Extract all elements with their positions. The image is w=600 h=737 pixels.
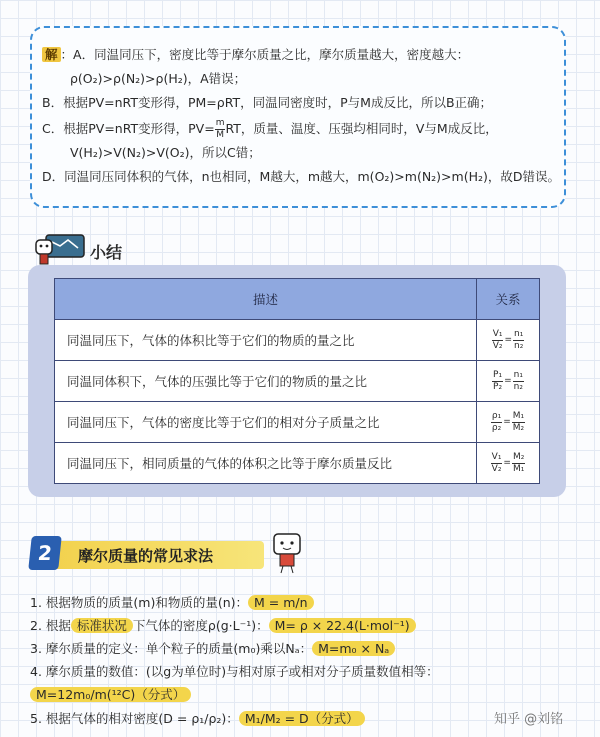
list-item: 1. 根据物质的质量(m)和物质的量(n)： M = m/n [30, 593, 314, 611]
solution-a-text: A．同温同压下，密度比等于摩尔质量之比，摩尔质量越大，密度越大： [73, 47, 470, 62]
section-title: 摩尔质量的常见求法 [78, 547, 214, 565]
row-relation: $\frac{\text{ρ₁}}{\text{ρ₂}}$ = $\frac{\text{M₁}}{\text{M₂}}$ [477, 402, 540, 443]
summary-table [54, 278, 540, 484]
formula-highlight: M=12m₀/m(¹²C)（分式） [30, 687, 191, 702]
row-relation: $\frac{\text{V₁}}{\text{V₂}}$ = $\frac{\text{n₁}}{\text{n₂}}$ [477, 320, 540, 361]
summary-title: 小结 [90, 243, 123, 262]
table-row [55, 443, 540, 484]
table-row [55, 402, 540, 443]
list-item: 3. 摩尔质量的定义：单个粒子的质量(m₀)乘以Nₐ： M=m₀ × Nₐ [30, 639, 395, 657]
row-desc: 同温同压下，气体的体积比等于它们的物质的量之比 [55, 320, 477, 361]
solution-label: 解 [42, 47, 61, 62]
summary-header-row [55, 279, 540, 320]
solution-a-line2: ρ(O₂)>ρ(N₂)>ρ(H₂)，A错误； [70, 71, 247, 86]
table-row [55, 320, 540, 361]
formula-highlight: M₁/M₂ = D（分式） [239, 711, 365, 726]
solution-c-line2: V(H₂)>V(N₂)>V(O₂)，所以C错； [70, 145, 261, 160]
formula-highlight: M = m/n [248, 595, 314, 610]
section-number: 2 [28, 536, 62, 570]
row-desc: 同温同压下，相同质量的气体的体积之比等于摩尔质量反比 [55, 443, 477, 484]
row-relation: $\frac{\text{P₁}}{\text{P₂}}$ = $\frac{\text{n₁}}{\text{n₂}}$ [477, 361, 540, 402]
list-item: 4. 摩尔质量的数值：(以g为单位时)与相对原子或相对分子质量数值相等： [30, 664, 439, 679]
row-relation: $\frac{\text{V₁}}{\text{V₂}}$ = $\frac{\text{M₂}}{\text{M₁}}$ [477, 443, 540, 484]
list-item: 5. 根据气体的相对密度(D = ρ₁/ρ₂)： M₁/M₂ = D（分式） [30, 709, 365, 727]
solution-c-rest: RT，质量、温度、压强均相同时，V与M成反比， [225, 121, 498, 136]
teacher-icon [32, 232, 88, 268]
list-item: 2. 根据 标准状况 下气体的密度ρ(g·L⁻¹)： M= ρ × 22.4(L·mol⁻¹) [30, 616, 416, 634]
table-row [55, 361, 540, 402]
solution-c-text: C．根据PV=nRT变形得，PV= [42, 121, 215, 136]
solution-a-line1: 解 ：A．同温同压下，密度比等于摩尔质量之比，摩尔质量越大，密度越大： [42, 46, 469, 64]
solution-d-line: D．同温同压同体积的气体，n也相同，M越大，m越大，m(O₂)>m(N₂)>m(H₂)，故D错误。 [42, 169, 560, 184]
watermark: 知乎 @刘铭 [494, 712, 564, 727]
row-desc: 同温同体积下，气体的压强比等于它们的物质的量之比 [55, 361, 477, 402]
solution-c-fraction: $\frac{m}{M}$ [215, 118, 225, 140]
list-item [30, 685, 191, 703]
col-rel-header: 关系 [477, 279, 540, 320]
solution-c-line1 [42, 118, 498, 141]
condition-highlight: 标准状况 [71, 618, 133, 633]
col-desc-header: 描述 [55, 279, 477, 320]
formula-highlight: M=m₀ × Nₐ [312, 641, 395, 656]
row-desc: 同温同压下，气体的密度比等于它们的相对分子质量之比 [55, 402, 477, 443]
solution-b-line: B．根据PV=nRT变形得，PM=ρRT，同温同密度时，P与M成反比，所以B正确； [42, 95, 493, 110]
formula-highlight: M= ρ × 22.4(L·mol⁻¹) [269, 618, 416, 633]
cartoon-figure-icon [270, 530, 308, 574]
